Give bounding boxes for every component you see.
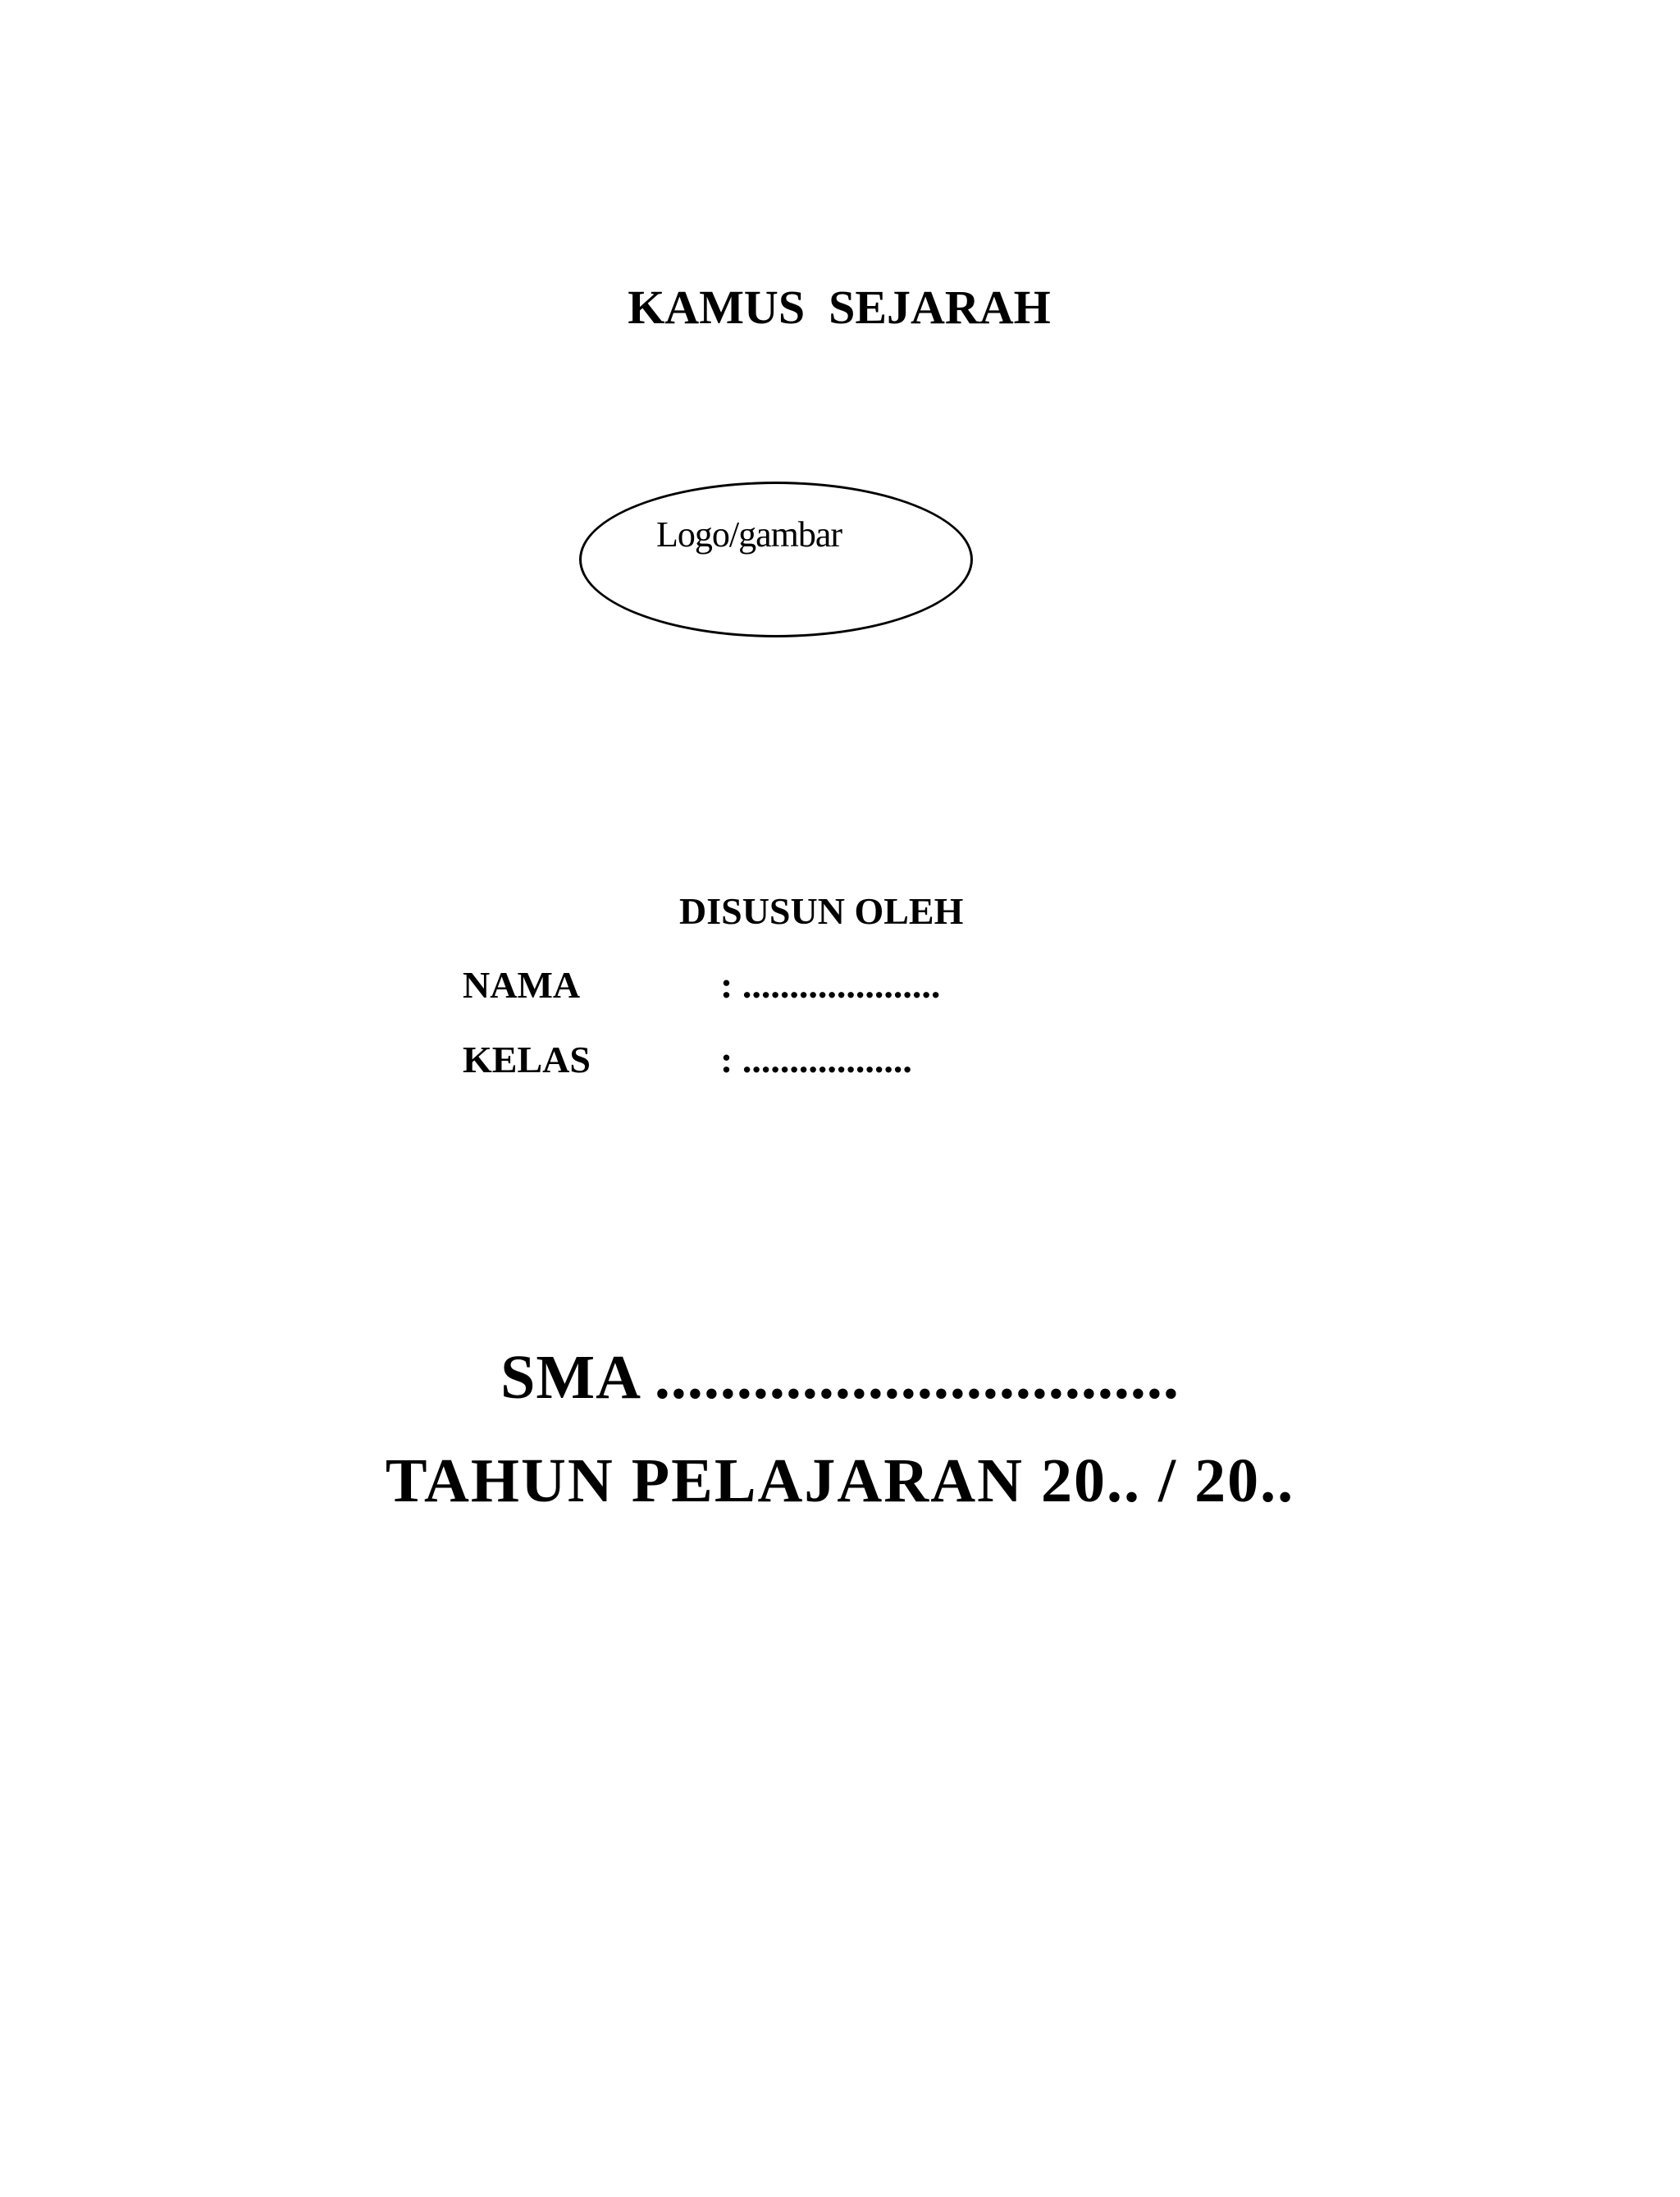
school-name: SMA ................................ bbox=[500, 1343, 1180, 1412]
name-value: : ..................... bbox=[720, 964, 941, 1006]
document-title: KAMUS SEJARAH bbox=[628, 281, 1051, 334]
logo-placeholder-oval bbox=[579, 482, 973, 637]
byline-heading: DISUSUN OLEH bbox=[679, 890, 964, 932]
logo-placeholder-label: Logo/gambar bbox=[656, 514, 842, 555]
academic-year: TAHUN PELAJARAN 20.. / 20.. bbox=[385, 1446, 1295, 1515]
class-label: KELAS bbox=[463, 1039, 591, 1080]
name-label: NAMA bbox=[463, 964, 581, 1006]
class-value: : .................. bbox=[720, 1039, 912, 1080]
